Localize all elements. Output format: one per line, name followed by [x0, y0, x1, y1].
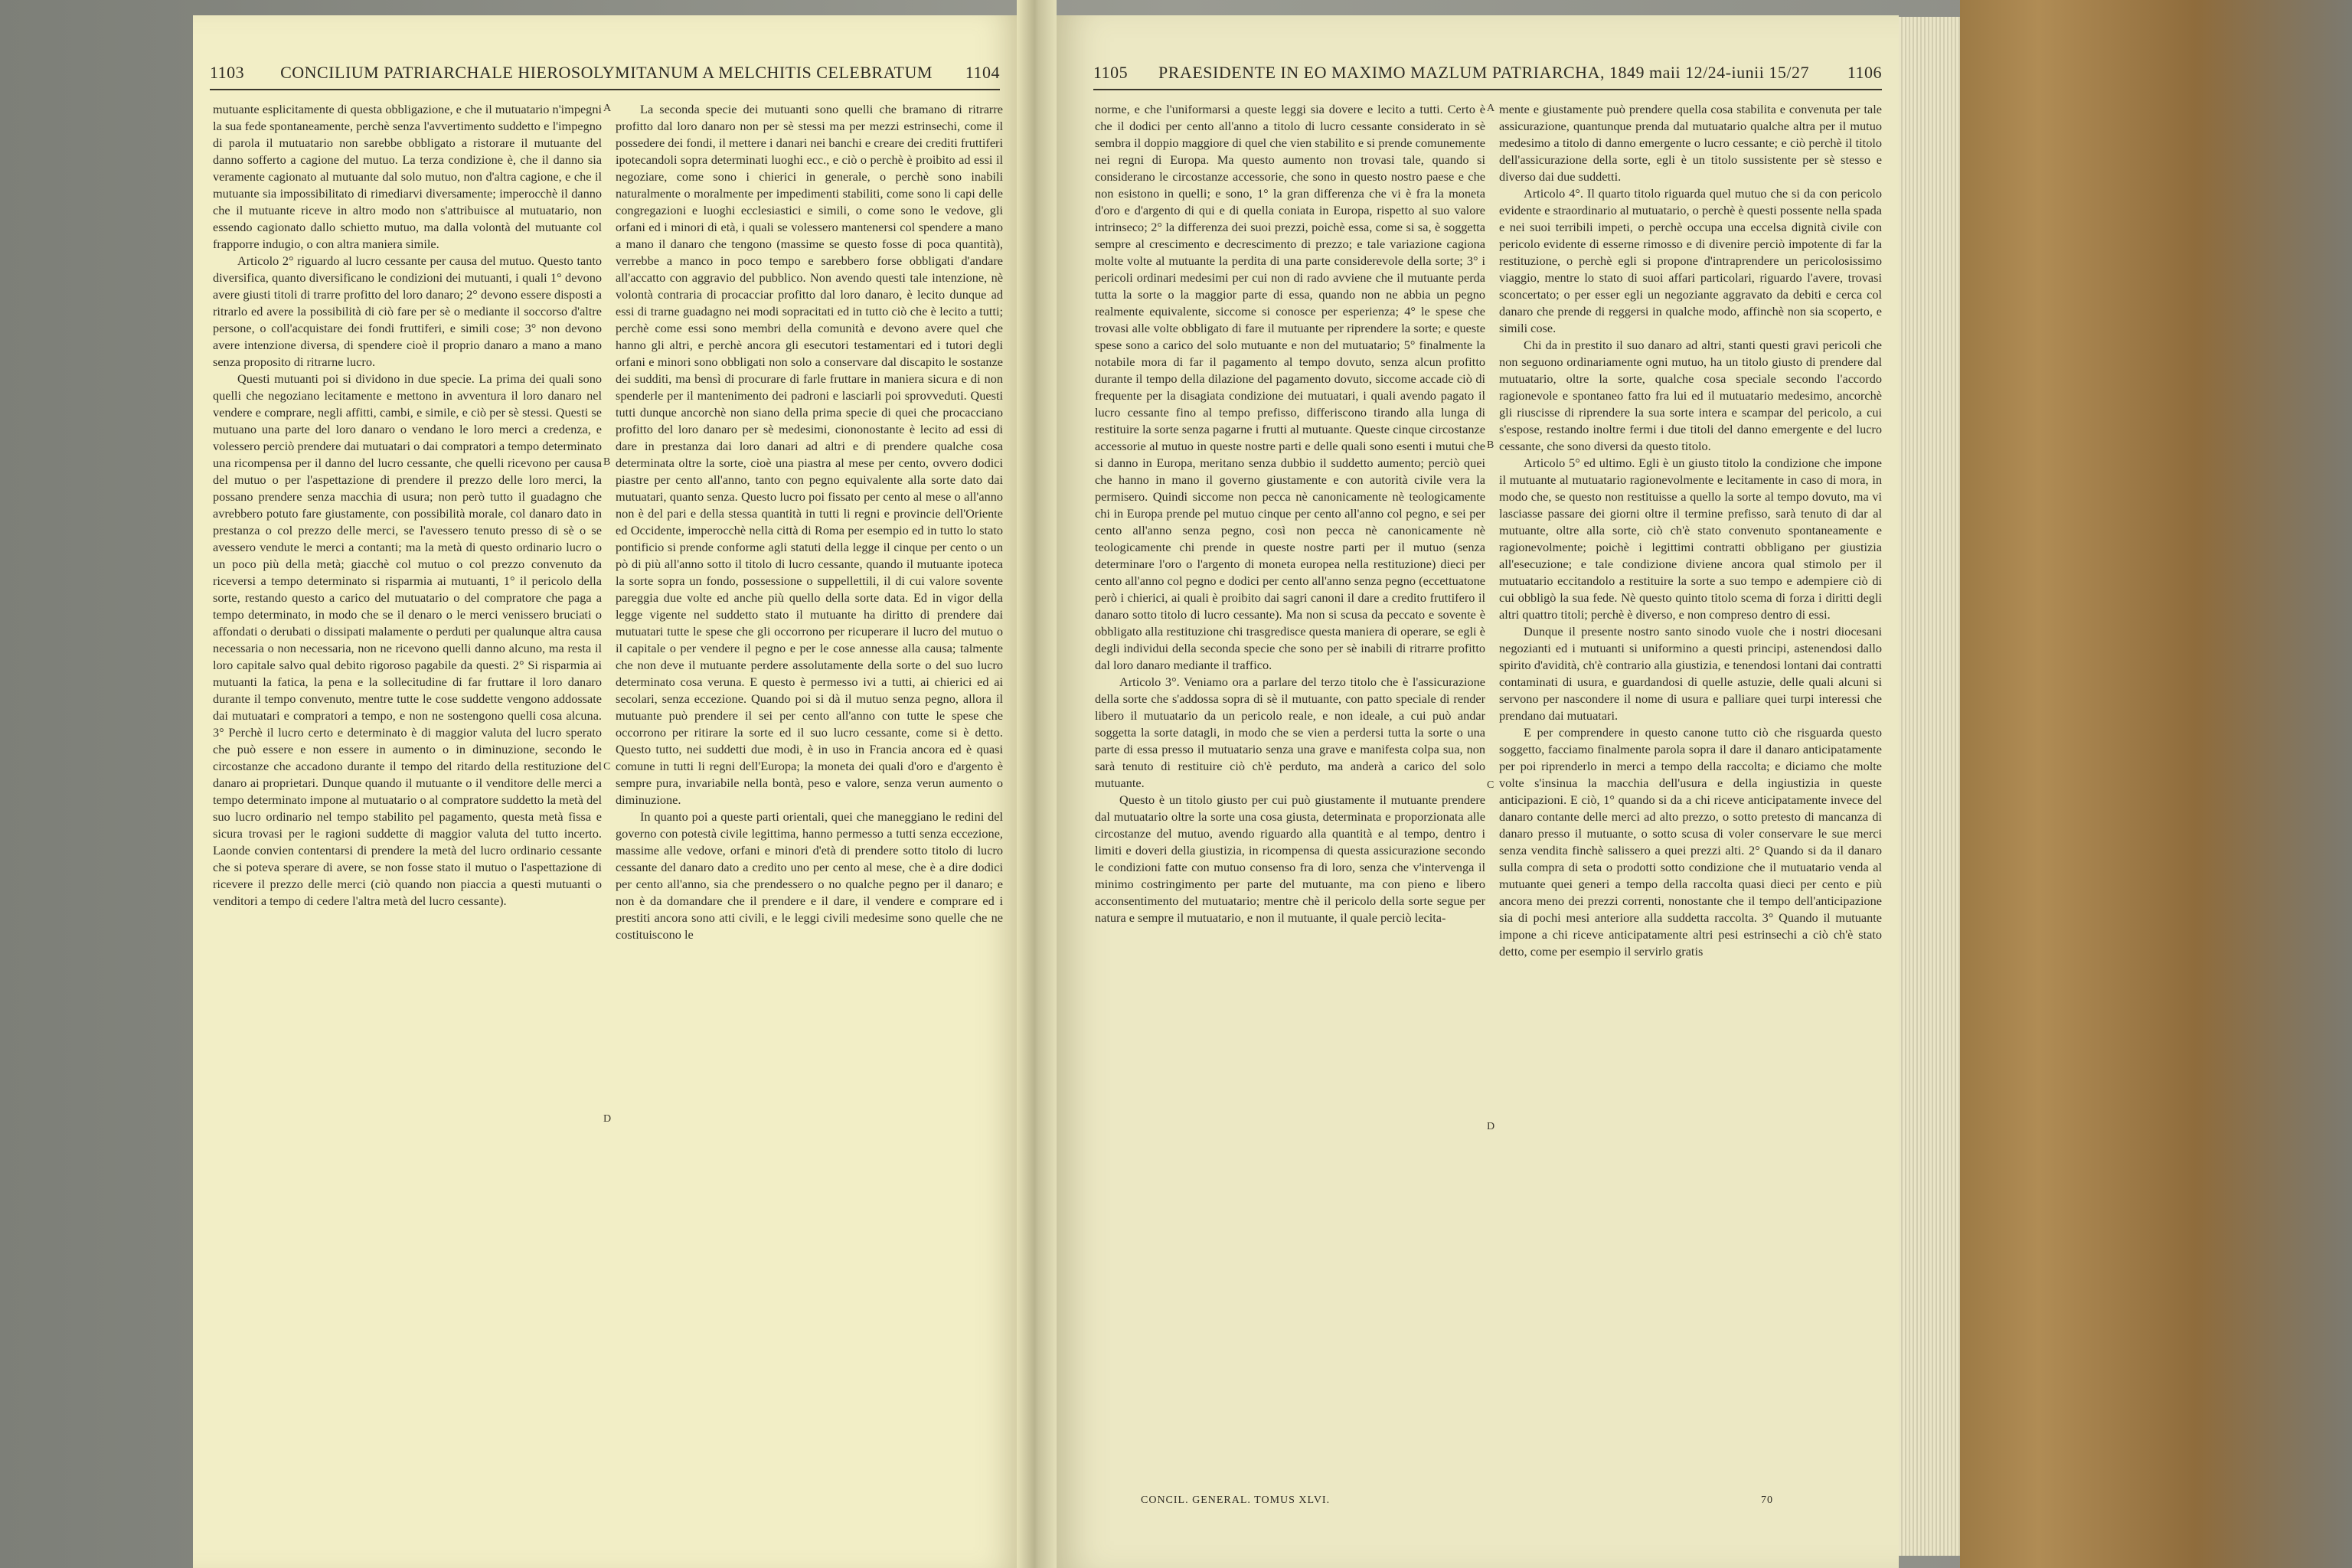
- paragraph: In quanto poi a queste parti orientali, quei che maneggiano le redini del governo con potestà civile legittima, hanno permesso a tutti senza eccezione, massime alle vedove, orfani e minori d'età di prendere sotto titolo di lucro cessante del danaro dato a credito uno per cento al mese, che è a dire dodici per cento all'anno, sia che prendessero o no qualche pegno per il danaro; e non è da domandare che il prendere e il dare, il vendere e comprare ed i prestiti ancora sono atti civili, e le leggi civili medesime sono quelle che ne costituiscono le: [616, 809, 1003, 942]
- right-column-1: [1095, 101, 1485, 1487]
- section-marker-c: C: [1487, 779, 1494, 791]
- section-marker-a: A: [603, 103, 612, 114]
- paragraph: Questo è un titolo giusto per cui può giustamente il mutuante prendere dal mutuatario oltre la sorte una cosa giusta, determinata e proporzionata alle circostanze del mutuo, avendo riguardo alla quantità e al tempo, dentro i limiti e doveri della giustizia, in ricompensa di questa assicurazione secondo le condizioni fatte con mutuo consenso fra di loro, senza che v'intervenga il minimo costringimento per parte del mutuante, ma con pieno e libero acconsentimento del mutuatario; mentre chè il pericolo della sorte segue per natura e sempre il mutuatario, e non il mutuante, il quale perciò lecita-: [1095, 792, 1485, 925]
- left-page-number-1103: 1103: [210, 63, 245, 82]
- right-page-number-1106: 1106: [1847, 63, 1882, 82]
- paragraph: mutuante esplicitamente di questa obbligazione, e che il mutuatario n'impegni la sua fede spontaneamente, perchè senza l'avvertimento suddetto e l'impegno di parola il mutuatario non sarebbe obbligato a ristorare il mutuante del danno sofferto a cagione del mutuo. La terza condizione è, che il danno sia veramente cagionato al mutuante dal solo mutuo, non d'altra cagione, e che il mutuante sia impossibilitato di rimediarvi diversamente; imperocchè il danno che il mutuante riceve in altro modo non s'attribuisce al mutuatario, non essendo cagionato dallo schietto mutuo, ma dalla volontà del mutuante col frapporre indugio, o con altra maniera simile.: [213, 102, 602, 251]
- right-header-rule: [1093, 89, 1882, 90]
- page-block-edges: [1899, 17, 1960, 1556]
- section-marker-b: B: [603, 456, 611, 468]
- right-column-2: [1499, 101, 1882, 1487]
- section-marker-b: B: [1487, 439, 1494, 451]
- section-marker-d: D: [1487, 1121, 1495, 1132]
- right-page: [1057, 15, 1899, 1568]
- footer-sheet-number: 70: [1761, 1494, 1773, 1506]
- section-marker-a: A: [1487, 103, 1495, 114]
- book-cover-binding: [1960, 0, 2352, 1568]
- paragraph: mente e giustamente può prendere quella cosa stabilita e convenuta per tale assicurazione, quantunque prenda dal mutuatario qualche altra per il mutuo medesimo a titolo di danno emergente o lucro cessante; e ciò perchè il titolo dell'assicurazione della sorte, egli è un titolo sussistente per sè stesso e diverso dai due suddetti.: [1499, 102, 1882, 184]
- left-page-number-1104: 1104: [965, 63, 1000, 82]
- paragraph: Articolo 5° ed ultimo. Egli è un giusto titolo la condizione che impone il mutuante al mutuatario ragionevolmente e lecitamente in caso di mora, in modo che, se questo non restituisse a quello la sorte al tempo dovuto, ma vi lasciasse passare dei giorni oltre il termine prefisso, sarà tenuto di dar al mutuante, oltre alla sorte, ciò ch'è stato convenuto spontaneamente e ragionevolmente; poichè i legittimi contratti obbligano per giustizia all'esecuzione; e tale condizione diviene ancora qual stimolo per il mutuatario eccitandolo a restituire la sorte a suo tempo e adempiere ciò di cui obbligò la sua fede. Nè questo quinto titolo scema di forza i diritti degli altri quattro titoli; perchè è diverso, e non compreso dentro di essi.: [1499, 456, 1882, 622]
- footer-volume-signature: CONCIL. GENERAL. TOMUS XLVI.: [1141, 1494, 1331, 1506]
- paragraph: Articolo 4°. Il quarto titolo riguarda quel mutuo che si da con pericolo evidente e straordinario al mutuatario, o perchè è questi possente nella spada e nei suoi terribili impeti, o perchè occupa una eccelsa dignità civile con pericolo evidente di esserne rimosso e di divenire perciò impotente di far la restituzione, o perchè egli si propone d'intraprendere un pericolosissimo viaggio, mentre lo stato di suoi affari particolari, riguardo l'avere, trovasi sconcertato; o per esser egli un negoziante aggravato da debiti e cerca col danaro che prende di reggersi in qualche modo, affinchè non sia scoperto, e simili cose.: [1499, 186, 1882, 335]
- right-page-number-1105: 1105: [1093, 63, 1129, 82]
- paragraph: La seconda specie dei mutuanti sono quelli che bramano di ritrarre profitto dal loro danaro non per sè stessi ma per mezzi estrinsechi, come il possedere dei fondi, il mettere i danari nei banchi e creare dei crediti fruttiferi ipotecandoli sopra determinati luoghi ecc., e ciò o perchè è proibito ad essi il negoziare, come sono i chierici in generale, o perchè sono inabili naturalmente o moralmente per impedimenti stabiliti, come sono li capi delle congregazioni e luoghi ecclesiastici e simili, o come sono le vedove, gli orfani ed i minori di età, i quali se volessero mantenersi col spendere a mano a mano il danaro che tengono (massime se questo fosse di poca quantità), verrebbe a manco in poco tempo e sarebbero forse obbligati d'andare all'accatto con aggravio del pubblico. Non avendo questi tale intenzione, nè volontà contraria di procacciar profitto dal loro danaro, è lecito dunque ad essi di trarne guadagno nei modi sopracitati ed in tutto ciò che è lecito a tutti; perchè come essi sono membri della comunità e devono avere quel che hanno gli altri, e perchè ancora gli esecutori testamentari ed i tutori degli orfani e minori sono obbligati non solo a conservare dal discapito le sostanze dei sudditi, ma bensì di procurare di farle fruttare in maniera sicura e di non spenderle per il mantenimento dei padroni e lasciarli poi sprovveduti. Questi tutti dunque ancorchè non siano della prima specie di quei che procacciano profitto del loro danaro per sè medesimi, ciononostante è lecito ad essi di dare in prestanza dai loro danari ad altri e di prendere qualche cosa determinata oltre la sorte, cioè una piastra al mese per cento, ovvero dodici piastre per cento all'anno, tanto con pegno equivalente alla sorte dato dai mutuatari, quanto senza. Questo lucro poi fissato per cento al mese o all'anno non è del pari e della stessa quantità in tutti li regni e provincie dell'Oriente ed Occidente, imperocchè nella città di Roma per esempio ed in tutto lo stato pontificio si prende conforme agli statuti della legge il cinque per cento o un pò di più all'anno sotto il titolo di lucro cessante, quando il mutuante ipoteca la sorte sopra un fondo, possessione o suppellettili, il di cui valore sovente pareggia due volte ed anche più quello della sorte data. Ed in vigor della legge vigente nel suddetto stato il mutuante ha diritto di prendere dai mutuatari tutte le spese che gli occorrono per ricuperare il lucro del mutuo o il capitale o per vendere il pegno e per le cose annesse alla causa; talmente che non deve il mutuante perdere assolutamente della sorte o del suo lucro determinato cosa veruna. E questo è permesso ivi a tutti, ai chierici ed ai secolari, senza eccezione. Quando poi si dà il mutuo senza pegno, allora il mutuante può prendere il sei per cento all'anno con tutte le spese che occorrono per ritirare la sorte ed il suo lucro cessante, come si è detto. Questo tutto, nei suddetti due modi, è in uso in Francia ancora ed è quasi comune in tutti li regni dell'Europa; la moneta dei quali d'oro e d'argento è sempre pura, invariabile nella bontà, peso e valore, senza verun aumento o diminuzione.: [616, 102, 1003, 807]
- left-running-title: CONCILIUM PATRIARCHALE HIEROSOLYMITANUM A MELCHITIS CELEBRATUM: [280, 63, 933, 82]
- right-running-title: PRAESIDENTE IN EO MAXIMO MAZLUM PATRIARCHA, 1849 maii 12/24-iunii 15/27: [1158, 63, 1809, 82]
- paragraph: Articolo 2° riguardo al lucro cessante per causa del mutuo. Questo tanto diversifica, quanto diversificano le condizioni dei mutuanti, i quali 1° devono avere giusti titoli di trarre profitto del loro danaro; 2° devono essere disposti a ritrarlo ed avere la possibilità di ciò fare per sè o mediante il soccorso d'altre persone, o coll'acquistare dei fondi fruttiferi, e simili cose; 3° non devono avere intenzione diversa, di spendere cioè il proprio danaro a mano a mano senza proposito di ritrarne lucro.: [213, 253, 602, 369]
- paragraph: Chi da in prestito il suo danaro ad altri, stanti questi gravi pericoli che non seguono ordinariamente ogni mutuo, ha un titolo giusto di prendere dal mutuatario, oltre la sorte, qualche cosa speciale secondo l'accordo ragionevole e spontaneo fatto fra lui ed il mutuatario medesimo, ancorchè gli riuscisse di riprendere la sua sorte intera e scampar del pericolo, a cui s'espose, restando inoltre fermi i due titoli del danno emergente e del lucro cessante, che sono diversi da questo titolo.: [1499, 338, 1882, 453]
- left-page: [193, 15, 1017, 1568]
- paragraph: norme, e che l'uniformarsi a queste leggi sia dovere e lecito a tutti. Certo è che il dodici per cento all'anno a titolo di lucro cessante considerato in sè sembra il doppio maggiore di quel che vien stabilito e si prende comunemente nei regni di Europa. Ma questo aumento non trovasi tale, quando si considerano le circostanze accessorie, che sono in questo nostro paese e che non esistono in quelli; e sono, 1° la gran differenza che vi è fra la moneta d'oro e d'argento di qui e di quella coniata in Europa, rispetto al suo valore intrinseco; 2° la differenza dei suoi prezzi, poichè essa, come si sa, è soggetta sempre al crescimento e decrescimento di prezzo; e tale variazione cagiona molte volte al mutuante la perdita di una parte considerevole della sorte; 3° i pericoli ordinari medesimi per cui non di rado avviene che il mutuante perda tutta la sorte o la maggior parte di essa, quando non ne abbia un pegno realmente equivalente, siccome si conosce per esperienza; 4° le spese che trovasi alle volte obbligato di fare il mutuante per riprendere la sorte; e queste spese sono a carico del solo mutuante e non del mutuatario; 5° finalmente la notabile mora di far il pagamento al tempo dovuto, senza alcun profitto durante il tempo della dilazione del pagamento dovuto, siccome accade ciò di frequente per la disagiata condizione dei mutuatari, i quali avendo pagato il lucro cessante fino al tempo prefisso, differiscono tirando alla lunga di restituire la sorte senza pagarne i frutti al mutuante. Queste cinque circostanze accessorie al mutuo in queste nostre parti e delle quali sono esenti i mutui che si danno in Europa, meritano senza dubbio il suddetto aumento; perciò quei che hanno in mano il governo giustamente e con autorità civile vera la permisero. Quindi siccome non pecca nè canonicamente nè teologicamente chi in Europa prende pel mutuo cinque per cento all'anno col pegno, e sei per cento all'anno senza pegno, così non pecca nè canonicamente nè teologicamente chi prende in queste nostre parti per il mutuo (senza determinare l'oro o l'argento di moneta europea nella restituzione) dieci per cento all'anno col pegno e dodici per cento all'anno senza pegno (eccettuatone però i chierici, ai quali è proibito dai sagri canoni il dare a credito fruttifero il danaro sotto titolo di lucro cessante). Ma non si scusa da peccato e sovente è obbligato alla restituzione chi trasgredisce questa maniera di operare, se egli è degli individui della seconda specie che sono per sè inabili di ritrarre profitto dal loro danaro mediante il traffico.: [1095, 102, 1485, 672]
- section-marker-c: C: [603, 761, 611, 773]
- left-column-1: [213, 101, 602, 1502]
- paragraph: Articolo 3°. Veniamo ora a parlare del terzo titolo che è l'assicurazione della sorte che s'addossa sopra di sè il mutuante, con patto speciale di render libero il mutuatario da un pericolo reale, e non ideale, a cui può andar soggetta la sorte datagli, in modo che se vien a perdersi tutta la sorte o una parte di essa presso il mutuatario senza una grave e manifesta colpa sua, non sarà tenuto di restituire ciò ch'è perduto, ma anderà a carico del solo mutuante.: [1095, 675, 1485, 790]
- section-marker-d: D: [603, 1113, 612, 1125]
- paragraph: Questi mutuanti poi si dividono in due specie. La prima dei quali sono quelli che negoziano lecitamente e mettono in avventura il loro danaro nel vendere e comprare, negli affitti, cambi, e simile, e ciò per sè stessi. Questi se mutuano una parte del loro danaro o vendano le loro merci a credenza, e volessero perciò prendere dai mutuatari o dai compratori a tempo determinato una ricompensa per il danno del lucro cessante, che quelli ricevono per causa del mutuo o per l'aspettazione di prendere il prezzo delle loro merci, la possano prendere senza macchia di usura; non però tutto il guadagno che avrebbero potuto fare giustamente, con possibilità morale, col danaro dato in prestanza o col prezzo delle merci, se l'avessero tenuto presso di sè o se avessero vendute le merci a contanti; ma la metà di questo ordinario lucro o un poco più della metà; giacchè col mutuo o col prezzo convenuto da riceversi a tempo determinato si risparmia ai mutuanti, 1° il pericolo della sorte, restando questo a carico del mutuatario o del compratore che paga a tempo determinato, in modo che se il denaro o le merci venissero bruciati o affondati o derubati o dissipati malamente o perduti per qualunque altra causa necessaria o non necessaria, non ne ricevono quelli danno alcuno, ma resta il loro capitale salvo qual debito rigoroso pagabile da questi. 2° Si risparmia ai mutuanti la fatica, la pena e la sollecitudine di far fruttare il loro danaro durante il tempo convenuto, mentre tutte le cose suddette vengono addossate dai mutuatari e compratori a tempo, e non ne sostengono quelli cosa alcuna. 3° Perchè il lucro certo e determinato è di maggior valuta del lucro sperato che può essere e non essere in aumento o in diminuzione, secondo le circostanze che accadono durante il tempo del ritardo della restituzione del danaro ai proprietari. Dunque quando il mutuante o il venditore delle merci a tempo determinato impone al mutuatario o al compratore suddetto la metà del suo lucro ordinario nel tempo stabilito pel pagamento, questa metà fissa e sicura trovasi per le ragioni suddette di maggior valuta del tutto incerto. Laonde convien contentarsi di prendere la metà del lucro ordinario cessante che si poteva sperare di avere, se non fosse stato il mutuo o l'aspettazione di ricevere il prezzo delle merci (ciò quando non piaccia a questi mutuanti o venditori a tempo di cedere l'altra metà del lucro cessante).: [213, 371, 602, 908]
- paragraph: E per comprendere in questo canone tutto ciò che risguarda questo soggetto, facciamo finalmente parola sopra il dare il danaro anticipatamente per poi riprenderlo in merci a tempo della raccolta; e diciamo che molte volte s'insinua la macchia dell'usura e della ingiustizia in queste anticipazioni. E ciò, 1° quando si da a chi riceve anticipatamente invece del danaro contante delle merci ad alto prezzo, o sotto pretesto di mancanza di danaro presso il mutuante, o sotto scusa di voler conservare le sue merci senza vendita finchè salissero a quei prezzi alti. 2° Quando si da il danaro sulla compra di seta o prodotti sotto condizione che il mutuatario venda al mutuante quei generi a tempo della raccolta quasi dieci per cento e più ancora meno dei prezzi correnti, nonostante che il tempo dell'anticipazione sia di pochi mesi anteriore alla suddetta raccolta. 3° Quando il mutuante impone a chi riceve anticipatamente altri pesi estrinsechi a ciò ch'è stato detto, come per esempio il servirlo gratis: [1499, 725, 1882, 959]
- left-header-rule: [210, 89, 1000, 90]
- book-gutter: [1017, 0, 1057, 1568]
- paragraph: Dunque il presente nostro santo sinodo vuole che i nostri diocesani negozianti ed i mutuanti si uniformino a questi principi, astenendosi dallo spirito d'avidità, ch'è contrario alla giustizia, e tenendosi lontani dai contratti contaminati di usura, e guardandosi di quelle astuzie, delle quali alcuni si servono per nascondere il nome di usura e palliare quei turpi interessi che prendano dai mutuatari.: [1499, 624, 1882, 723]
- left-column-2: [616, 101, 1003, 1502]
